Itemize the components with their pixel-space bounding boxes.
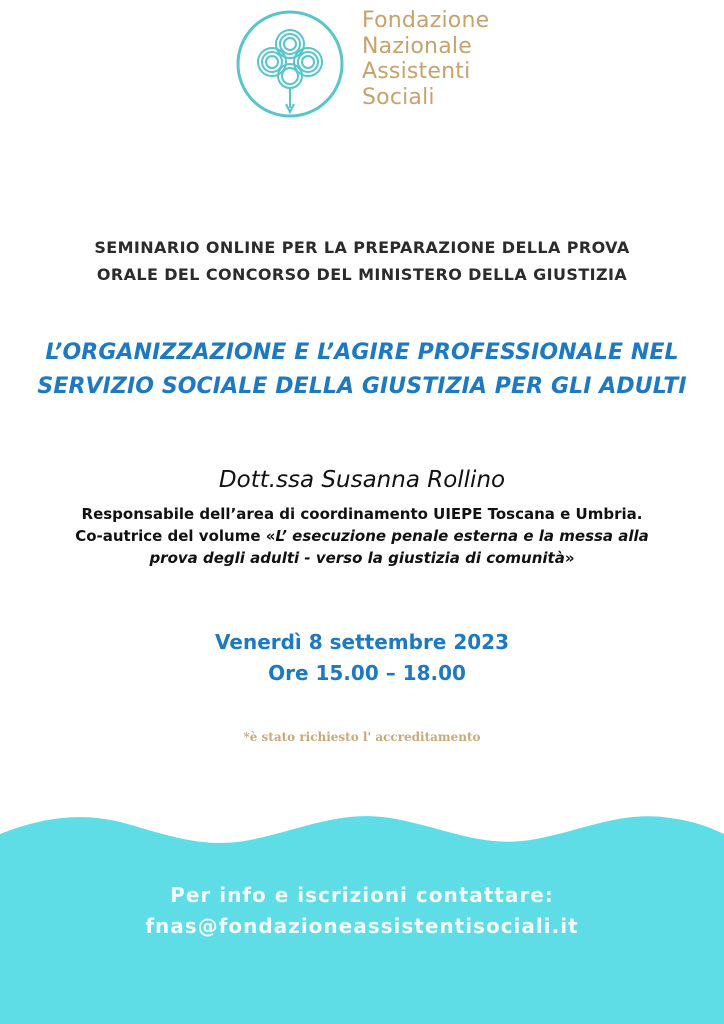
event-date: Venerdì 8 settembre 2023 bbox=[215, 630, 509, 654]
contact-section bbox=[0, 880, 724, 942]
seminar-line-2: ORALE DEL CONCORSO DEL MINISTERO DELLA GIUSTIZIA bbox=[96, 265, 628, 284]
title-line-1: L’ORGANIZZAZIONE E L’AGIRE PROFESSIONALE NEL bbox=[45, 340, 679, 365]
logo-line-3: Assistenti bbox=[362, 59, 471, 84]
book-title-part-1: L’ esecuzione penale esterna e la messa alla bbox=[275, 527, 649, 545]
speaker-coauthor-line bbox=[0, 525, 724, 547]
contact-email-link[interactable]: fnas@fondazioneassistentisociali.it bbox=[145, 914, 579, 938]
speaker-name: Dott.ssa Susanna Rollino bbox=[218, 467, 506, 493]
event-datetime bbox=[0, 627, 724, 689]
speaker-info bbox=[0, 503, 724, 569]
accreditation-note: *è stato richiesto l' accreditamento bbox=[243, 730, 481, 744]
coauthor-prefix: Co-autrice del volume « bbox=[75, 527, 276, 545]
book-title-part-2: prova degli adulti - verso la giustizia di comunità bbox=[149, 549, 565, 567]
seminar-title bbox=[0, 336, 724, 404]
seminar-line-1: SEMINARIO ONLINE PER LA PREPARAZIONE DELLA PROVA bbox=[94, 238, 630, 257]
coauthor-suffix: » bbox=[564, 549, 575, 567]
logo-line-4: Sociali bbox=[362, 84, 435, 110]
logo bbox=[0, 0, 724, 130]
speaker-role: Responsabile dell’area di coordinamento UIEPE Toscana e Umbria. bbox=[81, 505, 643, 523]
seminar-heading bbox=[0, 234, 724, 288]
event-time: Ore 15.00 – 18.00 bbox=[268, 661, 466, 685]
speaker-book-line bbox=[0, 547, 724, 569]
contact-prompt: Per info e iscrizioni contattare: bbox=[170, 883, 554, 907]
foundation-logo-icon bbox=[234, 8, 346, 120]
logo-line-2: Nazionale bbox=[362, 33, 472, 59]
logo-line-1: Fondazione bbox=[362, 8, 490, 33]
logo-wordmark bbox=[362, 8, 489, 110]
title-line-2: SERVIZIO SOCIALE DELLA GIUSTIZIA PER GLI ADULTI bbox=[37, 374, 687, 399]
